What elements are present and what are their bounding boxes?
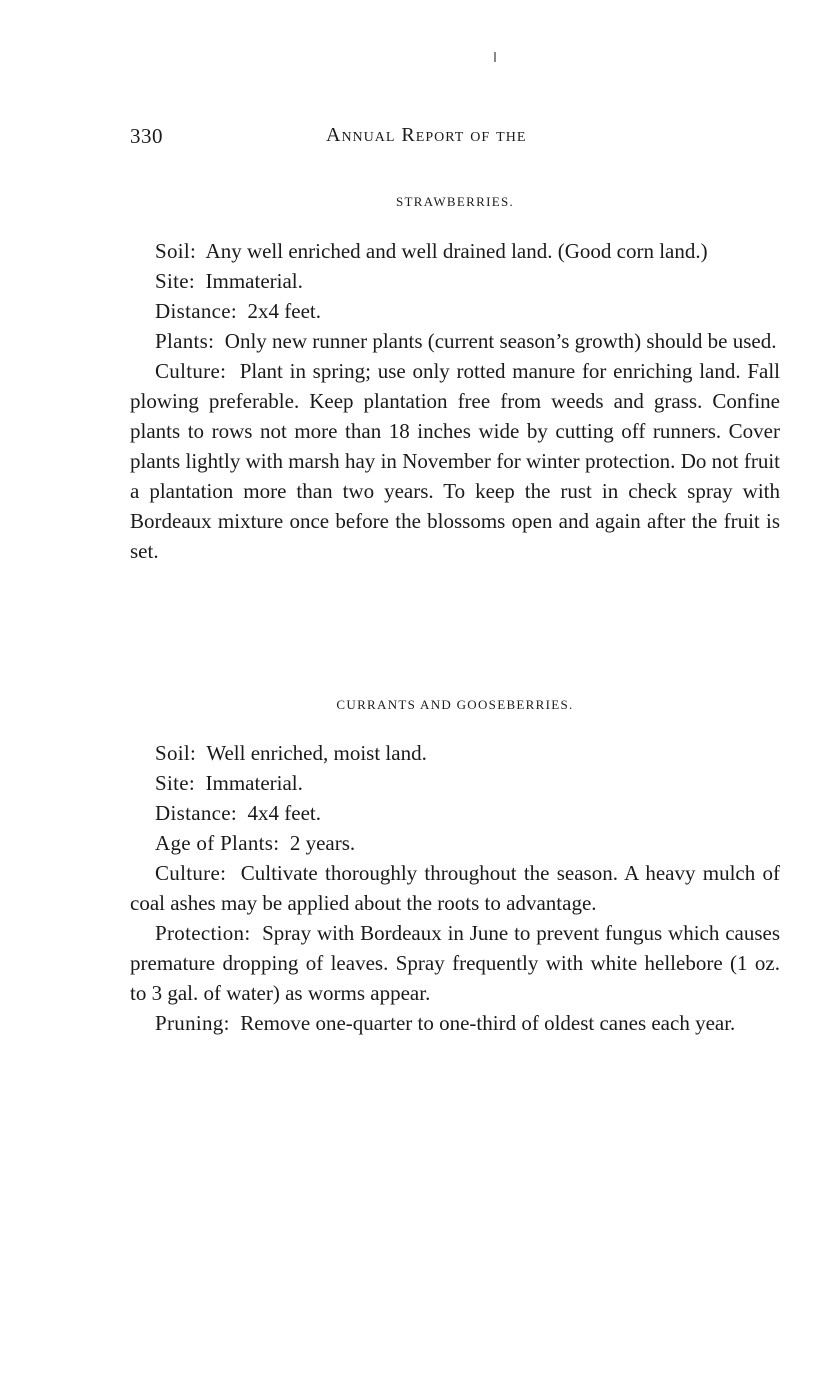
paragraph-label: Site: <box>155 269 196 293</box>
paragraph-text: Immaterial. <box>205 269 303 293</box>
paragraph-text: Remove one-quarter to one-third of oldest canes each year. <box>240 1011 736 1035</box>
running-title: Annual Report of the <box>326 124 527 146</box>
section-body-strawberries <box>130 236 780 566</box>
paragraph-distance <box>130 798 780 828</box>
section-body-currants-gooseberries <box>130 738 780 1038</box>
paragraph-label: Culture: <box>155 861 227 885</box>
paragraph-text: 2 years. <box>289 831 356 855</box>
paragraph-text: Well enriched, moist land. <box>206 741 427 765</box>
paragraph-text: Only new runner plants (current season’s growth) should be used. <box>224 329 777 353</box>
paragraph-label: Culture: <box>155 359 227 383</box>
paragraph-plants <box>130 326 780 356</box>
paragraph-protection <box>130 918 780 1008</box>
paragraph-label: Distance: <box>155 299 238 323</box>
paragraph-text: Plant in spring; use only rotted manure for enriching land. Fall plowing preferable. Keep plantation free from weeds and grass. Confine plants to rows not more than 18 inches wide by cutting off runners. Cover plants lightly with marsh hay in November for winter protection. Do not fruit a plantation more than two years. To keep the rust in check spray with Bordeaux mixture once before the blossoms open and again after the fruit is set. <box>130 359 781 563</box>
paragraph-distance <box>130 296 780 326</box>
scan-speck <box>494 52 496 62</box>
paragraph-label: Plants: <box>155 329 215 353</box>
paragraph-soil <box>130 236 780 266</box>
section-heading-strawberries: STRAWBERRIES. <box>395 194 515 209</box>
paragraph-text: 2x4 feet. <box>247 299 321 323</box>
paragraph-text: Cultivate thoroughly throughout the season. A heavy mulch of coal ashes may be applied about the roots to advantage. <box>130 861 780 915</box>
paragraph-site <box>130 768 780 798</box>
paragraph-site <box>130 266 780 296</box>
paragraph-soil <box>130 738 780 768</box>
paragraph-label: Soil: <box>155 239 197 263</box>
paragraph-label: Protection: <box>155 921 251 945</box>
paragraph-label: Site: <box>155 771 196 795</box>
paragraph-label: Distance: <box>155 801 238 825</box>
paragraph-age-of-plants <box>130 828 780 858</box>
paragraph-culture <box>130 356 780 566</box>
paragraph-label: Pruning: <box>155 1011 230 1035</box>
paragraph-text: Spray with Bordeaux in June to prevent fungus which causes premature dropping of leaves. Spray frequently with white hellebore (1 oz. to 3 gal. of water) as worms appear. <box>130 921 780 1005</box>
paragraph-label: Soil: <box>155 741 197 765</box>
section-heading-currants-gooseberries: CURRANTS AND GOOSEBERRIES. <box>336 697 574 712</box>
paragraph-culture <box>130 858 780 918</box>
paragraph-text: Any well enriched and well drained land. (Good corn land.) <box>205 239 708 263</box>
page-number: 330 <box>130 124 163 148</box>
paragraph-text: Immaterial. <box>205 771 303 795</box>
paragraph-label: Age of Plants: <box>155 831 280 855</box>
paragraph-text: 4x4 feet. <box>247 801 321 825</box>
page-header <box>130 124 780 154</box>
paragraph-pruning <box>130 1008 780 1038</box>
